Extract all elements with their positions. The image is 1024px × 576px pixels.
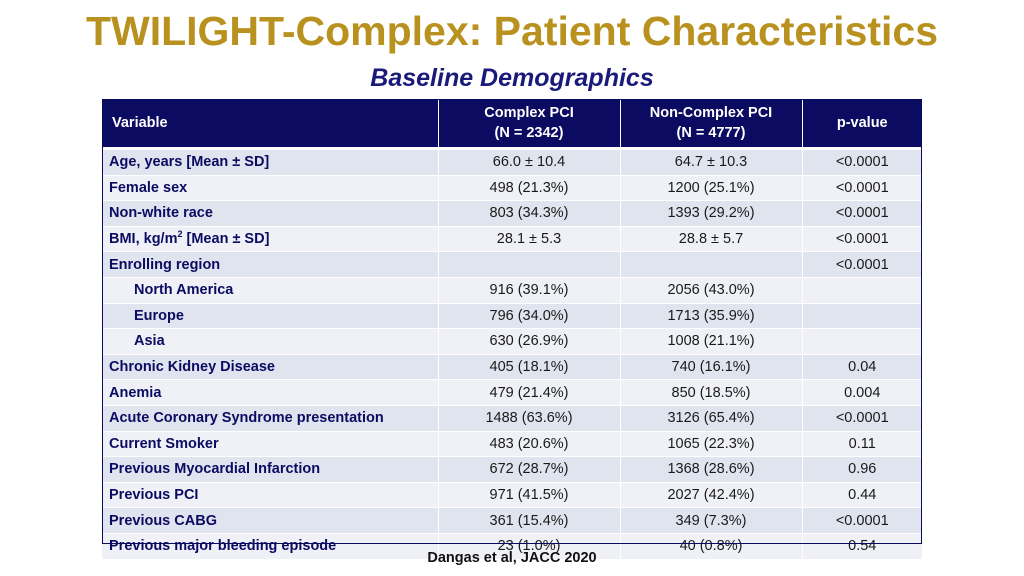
- p-value: 0.96: [802, 457, 922, 483]
- row-label: Previous Myocardial Infarction: [102, 457, 438, 483]
- header-non-complex-pci-label: Non-Complex PCI: [649, 105, 773, 121]
- row-label: Non-white race: [102, 201, 438, 227]
- table-row: [102, 508, 922, 534]
- non-complex-value: 2056 (43.0%): [620, 277, 802, 303]
- header-complex-pci-n: (N = 2342): [494, 125, 564, 141]
- table-row: [102, 329, 922, 355]
- table-row: [102, 303, 922, 329]
- table-row: [102, 354, 922, 380]
- complex-value: 1488 (63.6%): [438, 405, 620, 431]
- p-value: <0.0001: [802, 201, 922, 227]
- table-row: [102, 380, 922, 406]
- non-complex-value: 40 (0.8%): [620, 533, 802, 558]
- non-complex-value: [620, 252, 802, 278]
- slide-title: TWILIGHT-Complex: Patient Characteristics: [85, 8, 939, 54]
- header-p-value: p-value: [802, 99, 922, 149]
- complex-value: 916 (39.1%): [438, 277, 620, 303]
- row-label-superscript: 2: [177, 229, 183, 240]
- citation: Dangas et al, JACC 2020: [427, 550, 597, 566]
- row-label: [102, 226, 438, 252]
- p-value: 0.44: [802, 482, 922, 508]
- complex-value: 498 (21.3%): [438, 175, 620, 201]
- header-non-complex-pci: [620, 99, 802, 149]
- complex-value: 66.0 ± 10.4: [438, 149, 620, 176]
- non-complex-value: 349 (7.3%): [620, 508, 802, 534]
- row-label: Anemia: [102, 380, 438, 406]
- table-row: [102, 252, 922, 278]
- complex-value: 28.1 ± 5.3: [438, 226, 620, 252]
- p-value: <0.0001: [802, 405, 922, 431]
- row-label: Female sex: [102, 175, 438, 201]
- complex-value: 630 (26.9%): [438, 329, 620, 355]
- p-value: 0.54: [802, 533, 922, 558]
- header-complex-pci: [438, 99, 620, 149]
- non-complex-value: 2027 (42.4%): [620, 482, 802, 508]
- p-value: 0.04: [802, 354, 922, 380]
- p-value: <0.0001: [802, 226, 922, 252]
- table-row: [102, 457, 922, 483]
- complex-value: 971 (41.5%): [438, 482, 620, 508]
- complex-value: [438, 252, 620, 278]
- row-label: Europe: [102, 303, 438, 329]
- complex-value: 479 (21.4%): [438, 380, 620, 406]
- complex-value: 23 (1.0%): [438, 533, 620, 558]
- header-complex-pci-label: Complex PCI: [484, 105, 574, 121]
- header-non-complex-pci-n: (N = 4777): [676, 125, 746, 141]
- non-complex-value: 850 (18.5%): [620, 380, 802, 406]
- table-row: [102, 277, 922, 303]
- p-value: <0.0001: [802, 508, 922, 534]
- table-row: [102, 201, 922, 227]
- complex-value: 672 (28.7%): [438, 457, 620, 483]
- p-value: 0.11: [802, 431, 922, 457]
- table-row: [102, 149, 922, 176]
- table-row: [102, 175, 922, 201]
- p-value: [802, 329, 922, 355]
- non-complex-value: 1393 (29.2%): [620, 201, 802, 227]
- table-header-row: [102, 99, 922, 149]
- row-label: Age, years [Mean ± SD]: [102, 149, 438, 176]
- non-complex-value: 3126 (65.4%): [620, 405, 802, 431]
- baseline-demographics-table: [102, 99, 922, 559]
- table-row: [102, 431, 922, 457]
- row-label: Previous PCI: [102, 482, 438, 508]
- p-value: <0.0001: [802, 149, 922, 176]
- non-complex-value: 1200 (25.1%): [620, 175, 802, 201]
- row-label: Enrolling region: [102, 252, 438, 278]
- p-value: 0.004: [802, 380, 922, 406]
- non-complex-value: 28.8 ± 5.7: [620, 226, 802, 252]
- header-variable: Variable: [102, 99, 438, 149]
- p-value: <0.0001: [802, 175, 922, 201]
- row-label: Current Smoker: [102, 431, 438, 457]
- non-complex-value: 1065 (22.3%): [620, 431, 802, 457]
- p-value: [802, 277, 922, 303]
- row-label-text: BMI, kg/m: [109, 231, 178, 248]
- complex-value: 361 (15.4%): [438, 508, 620, 534]
- non-complex-value: 1008 (21.1%): [620, 329, 802, 355]
- p-value: <0.0001: [802, 252, 922, 278]
- non-complex-value: 64.7 ± 10.3: [620, 149, 802, 176]
- complex-value: 803 (34.3%): [438, 201, 620, 227]
- p-value: [802, 303, 922, 329]
- table-row: [102, 226, 922, 252]
- row-label: Chronic Kidney Disease: [102, 354, 438, 380]
- non-complex-value: 1368 (28.6%): [620, 457, 802, 483]
- row-label-suffix: [Mean ± SD]: [182, 231, 270, 248]
- complex-value: 796 (34.0%): [438, 303, 620, 329]
- non-complex-value: 740 (16.1%): [620, 354, 802, 380]
- row-label: Previous CABG: [102, 508, 438, 534]
- row-label: Asia: [102, 329, 438, 355]
- complex-value: 483 (20.6%): [438, 431, 620, 457]
- non-complex-value: 1713 (35.9%): [620, 303, 802, 329]
- complex-value: 405 (18.1%): [438, 354, 620, 380]
- table-row: [102, 482, 922, 508]
- row-label: North America: [102, 277, 438, 303]
- slide-subtitle: Baseline Demographics: [370, 64, 654, 92]
- table-row: [102, 405, 922, 431]
- row-label: Acute Coronary Syndrome presentation: [102, 405, 438, 431]
- row-label: Previous major bleeding episode: [102, 533, 438, 558]
